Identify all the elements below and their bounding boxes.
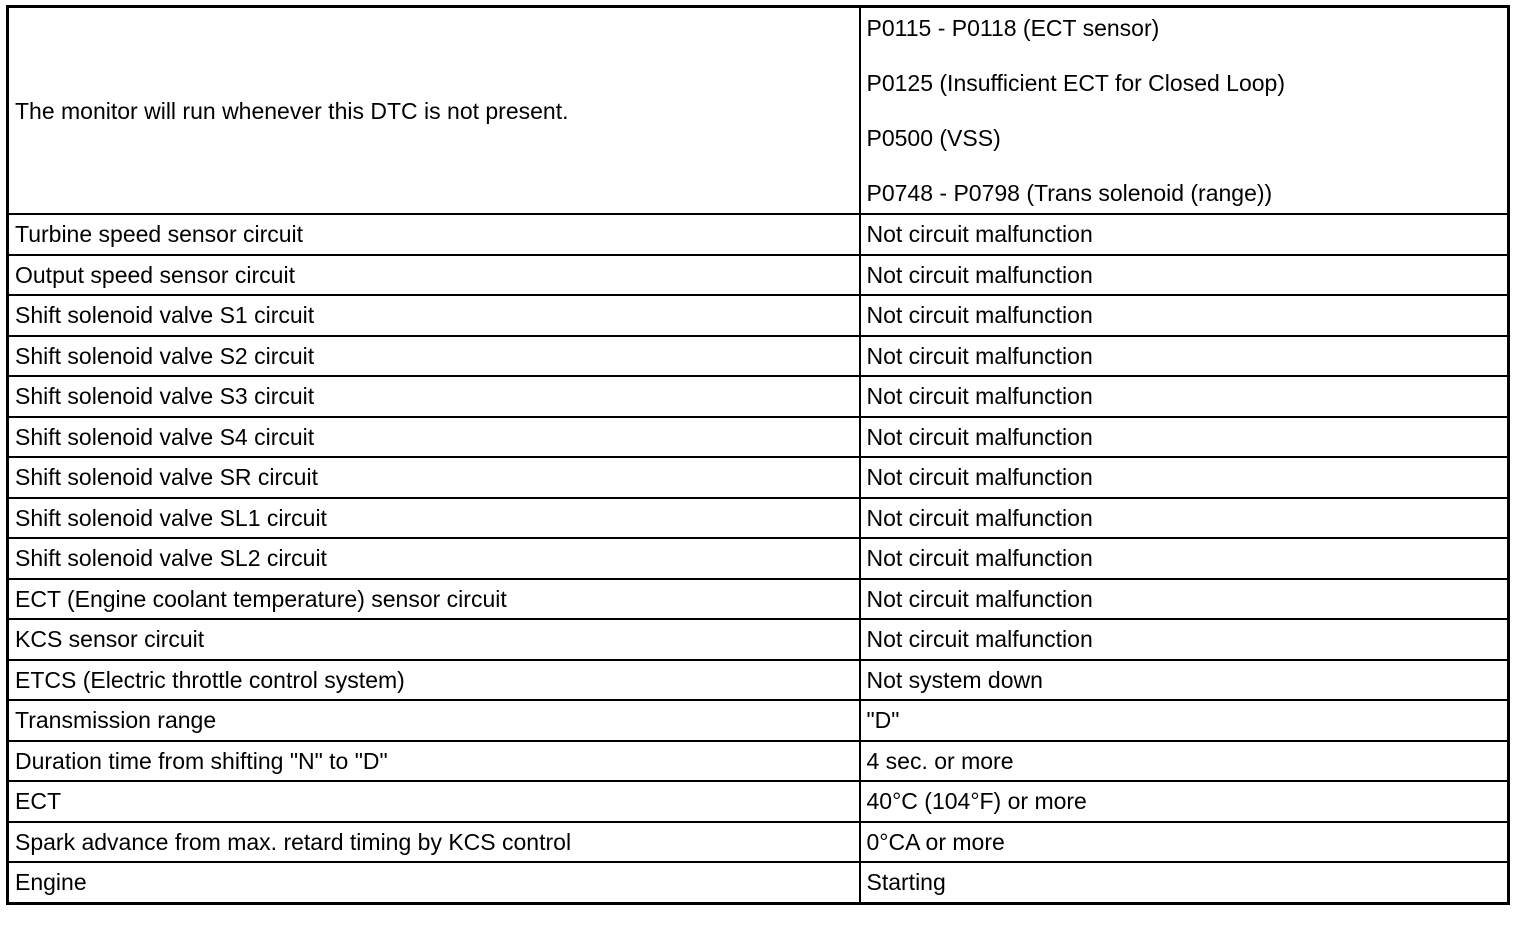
value-cell: Not circuit malfunction xyxy=(860,619,1509,660)
condition-cell: Transmission range xyxy=(8,700,860,741)
value-cell: Not circuit malfunction xyxy=(860,336,1509,377)
conditions-table xyxy=(6,5,1510,905)
value-cell: 0°CA or more xyxy=(860,822,1509,863)
value-cell: Not circuit malfunction xyxy=(860,579,1509,620)
value-cell: Not circuit malfunction xyxy=(860,498,1509,539)
table-row xyxy=(8,538,1509,579)
value-cell: Not circuit malfunction xyxy=(860,295,1509,336)
condition-cell: Shift solenoid valve S1 circuit xyxy=(8,295,860,336)
condition-cell: Shift solenoid valve SR circuit xyxy=(8,457,860,498)
condition-cell: KCS sensor circuit xyxy=(8,619,860,660)
value-cell: Not circuit malfunction xyxy=(860,538,1509,579)
table-row xyxy=(8,336,1509,377)
value-cell: Not circuit malfunction xyxy=(860,376,1509,417)
value-cell: 4 sec. or more xyxy=(860,741,1509,782)
table-row xyxy=(8,862,1509,903)
value-cell: Not circuit malfunction xyxy=(860,255,1509,296)
dtc-item: P0125 (Insufficient ECT for Closed Loop) xyxy=(866,70,1285,96)
condition-cell: ECT xyxy=(8,781,860,822)
condition-cell: Engine xyxy=(8,862,860,903)
table-row xyxy=(8,579,1509,620)
condition-cell: Turbine speed sensor circuit xyxy=(8,214,860,255)
table-row xyxy=(8,700,1509,741)
dtc-item: P0748 - P0798 (Trans solenoid (range)) xyxy=(866,180,1273,206)
condition-cell: Spark advance from max. retard timing by KCS control xyxy=(8,822,860,863)
condition-cell: Shift solenoid valve S3 circuit xyxy=(8,376,860,417)
table-row xyxy=(8,741,1509,782)
condition-cell: Duration time from shifting "N" to "D" xyxy=(8,741,860,782)
table-row xyxy=(8,660,1509,701)
condition-cell: Shift solenoid valve S2 circuit xyxy=(8,336,860,377)
table-row xyxy=(8,457,1509,498)
table-row xyxy=(8,417,1509,458)
condition-cell: Shift solenoid valve SL1 circuit xyxy=(8,498,860,539)
condition-cell: Shift solenoid valve SL2 circuit xyxy=(8,538,860,579)
value-cell: Not circuit malfunction xyxy=(860,214,1509,255)
table-row xyxy=(8,619,1509,660)
value-cell: "D" xyxy=(860,700,1509,741)
value-cell: Not circuit malfunction xyxy=(860,417,1509,458)
table-row xyxy=(8,7,1509,215)
condition-cell: Output speed sensor circuit xyxy=(8,255,860,296)
dtc-item: P0115 - P0118 (ECT sensor) xyxy=(866,15,1160,41)
dtc-item: P0500 (VSS) xyxy=(866,125,1001,151)
value-cell: Not system down xyxy=(860,660,1509,701)
table-row xyxy=(8,822,1509,863)
table-row xyxy=(8,376,1509,417)
condition-cell: The monitor will run whenever this DTC is not present. xyxy=(8,7,860,215)
condition-cell: Shift solenoid valve S4 circuit xyxy=(8,417,860,458)
value-cell: Starting xyxy=(860,862,1509,903)
table-row xyxy=(8,781,1509,822)
table-row xyxy=(8,214,1509,255)
condition-cell: ETCS (Electric throttle control system) xyxy=(8,660,860,701)
table-row xyxy=(8,498,1509,539)
condition-cell: ECT (Engine coolant temperature) sensor circuit xyxy=(8,579,860,620)
value-cell: Not circuit malfunction xyxy=(860,457,1509,498)
table-row xyxy=(8,255,1509,296)
value-cell xyxy=(860,7,1509,215)
value-cell: 40°C (104°F) or more xyxy=(860,781,1509,822)
table-row xyxy=(8,295,1509,336)
